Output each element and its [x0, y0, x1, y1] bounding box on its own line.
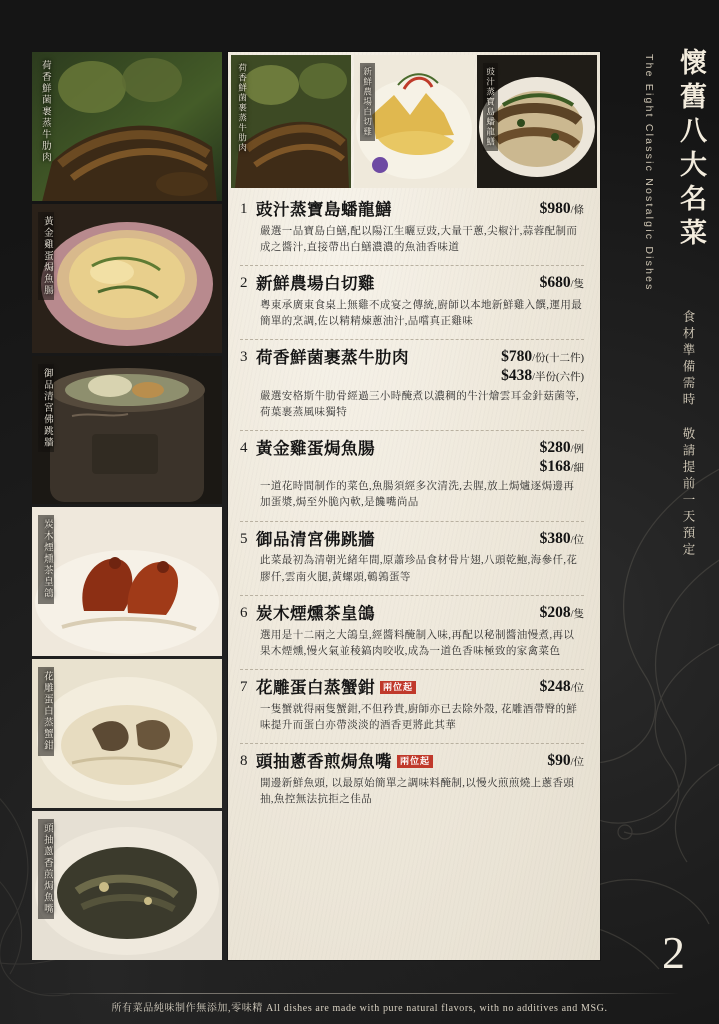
item-price-unit: /位	[570, 683, 584, 695]
item-price: $90	[547, 752, 571, 770]
page-number: 2	[662, 927, 685, 978]
advance-order-note: 食材準備需時 敬請提前一天預定	[681, 310, 695, 559]
item-min-order-tag: 兩位起	[380, 681, 416, 694]
item-description: 一道花時間制作的菜色,魚腸須經多次清洗,去腥,放上焗爐逐焗邊再加蛋漿,焗至外脆內軟,是饞嘴尚品	[260, 481, 575, 509]
menu-item-list	[228, 188, 600, 831]
dish-photo-beef-rib	[32, 52, 222, 201]
item-price: $680	[539, 274, 571, 292]
menu-item[interactable]	[240, 200, 584, 266]
footer-divider	[40, 993, 679, 994]
item-number: 4	[240, 440, 248, 457]
item-price-unit: /位	[570, 534, 584, 546]
item-number: 6	[240, 604, 248, 621]
dish-photo-smoked-pigeon-image	[32, 507, 222, 656]
menu-item[interactable]	[240, 439, 584, 522]
item-name: 新鮮農場白切雞	[256, 274, 375, 294]
item-number: 2	[240, 275, 248, 292]
top-photo-beef-rib	[231, 55, 351, 188]
item-price-group	[534, 604, 584, 623]
item-number: 8	[240, 753, 248, 770]
dish-photo-buddha-jumps	[32, 356, 222, 505]
item-price-unit: /隻	[570, 279, 584, 291]
page-title-english: The Eight Classic Nostalgic Dishes	[643, 54, 655, 292]
item-price-unit: /條	[570, 205, 584, 216]
item-description: 嚴選安格斯牛肋骨經過三小時醃煮以濃稠的牛汁燴雲耳金針菇菌等,荷葉裹蒸風味獨特	[260, 390, 580, 418]
menu-top-photos	[228, 52, 600, 188]
item-price-group	[541, 752, 584, 771]
item-description: 選用是十二兩之大鴿皇,經醬料醃制入味,再配以秘制醬油慢煮,再以果木煙燻,慢火氣並稜鎬肉咬收,成為一道色香味極致的家禽菜色	[260, 629, 575, 657]
dish-photo-caption: 頭抽蔥香煎焗魚嘴	[38, 819, 54, 919]
dish-photo-caption: 荷香鮮菌裹蒸牛肋肉	[39, 60, 50, 164]
item-price-group	[534, 530, 584, 549]
item-price-secondary: $168	[539, 457, 571, 475]
dish-photo-beef-rib-image	[32, 52, 222, 201]
menu-item[interactable]	[240, 348, 584, 431]
item-number: 1	[240, 201, 248, 217]
menu-item[interactable]	[240, 530, 584, 596]
item-price-group	[534, 200, 584, 219]
dish-photo-fish-mouth-image	[32, 811, 222, 960]
dish-photo-caption: 御品清宮佛跳牆	[38, 364, 54, 453]
item-name	[256, 752, 541, 773]
dish-photo-caption: 花雕蛋白蒸蟹鉗	[38, 667, 54, 756]
top-photo-beef-rib-image	[231, 55, 351, 188]
item-price-secondary: $438	[501, 366, 533, 384]
title-strip	[619, 40, 711, 920]
top-photo-caption: 豉汁蒸寶島蟠龍鱔	[483, 63, 498, 151]
item-description: 嚴選一品寶島白鱔,配以陽江生曬豆豉,大量干蔥,尖椒汁,蒜蓉配制而成之醬汁,直接帶出白鱔濃濃的魚油香味道	[260, 225, 578, 253]
dish-photo-buddha-jumps-image	[32, 356, 222, 505]
item-price: $380	[539, 529, 571, 547]
item-price-group	[495, 348, 584, 385]
page-title: 懷舊八大名菜	[676, 48, 706, 252]
item-price: $780	[501, 348, 533, 366]
footer-note: 所有菜品純味制作無添加,零味精 All dishes are made with pure natural flavors, with no additives and MSG.	[111, 1003, 608, 1014]
item-price: $248	[539, 678, 571, 696]
top-photo-caption: 荷香鮮菌裹蒸牛肋肉	[237, 63, 248, 153]
item-price-unit: /位	[570, 757, 584, 769]
item-price-group	[534, 439, 584, 476]
dish-photo-fish-mouth	[32, 811, 222, 960]
item-name-text: 花雕蛋白蒸蟹鉗	[256, 678, 375, 698]
item-description: 一隻蟹就得兩隻蟹鉗,不但矜貴,廚師亦已去除外殼, 花雕酒帶臀的鮮味提升而蛋白亦帶淡淡的酒香更將此其華	[260, 703, 578, 731]
dish-photo-fish-intestine-image	[32, 204, 222, 353]
item-price-unit-secondary: /半份(六件)	[532, 371, 584, 383]
top-photo-steamed-eel	[477, 55, 597, 188]
dish-photo-smoked-pigeon	[32, 507, 222, 656]
item-price-unit: /份(十二件)	[532, 353, 584, 365]
menu-item[interactable]	[240, 604, 584, 670]
menu-item[interactable]	[240, 678, 584, 744]
item-number: 7	[240, 679, 248, 696]
item-price: $980	[539, 200, 571, 217]
item-number: 5	[240, 530, 248, 547]
dish-photo-caption: 黃金雞蛋焗魚腸	[38, 212, 54, 301]
item-price-group	[534, 274, 584, 293]
item-price: $208	[539, 603, 571, 621]
item-name	[256, 678, 534, 699]
item-price-group	[534, 678, 584, 697]
item-description: 開邊新鮮魚頭, 以最原始簡單之調味料醃制,以慢火煎煎燒上蔥香頭抽,魚控無法抗拒之佳品	[260, 777, 575, 806]
dish-photo-crab-claw-image	[32, 659, 222, 808]
menu-item[interactable]	[240, 752, 584, 817]
dish-photo-crab-claw	[32, 659, 222, 808]
item-description: 粵東承廣東食桌上無雞不成宴之傳統,廚師以本地新鮮雞入饌,運用最簡單的烹調,佐以精精煉蔥油汁,品嚐真正雞味	[260, 299, 583, 328]
item-price: $280	[539, 439, 571, 457]
item-name: 黃金雞蛋焗魚腸	[256, 439, 375, 459]
dish-photo-fish-intestine	[32, 204, 222, 353]
item-number: 3	[240, 349, 248, 366]
item-name-text: 頭抽蔥香煎焗魚嘴	[256, 752, 392, 772]
item-min-order-tag: 兩位起	[397, 755, 433, 768]
menu-item[interactable]	[240, 274, 584, 340]
menu-panel	[228, 52, 600, 960]
dish-photo-caption: 炭木煙燻茶皇鴿	[38, 515, 54, 604]
left-photo-column	[32, 52, 222, 960]
item-price-unit: /隻	[570, 608, 584, 620]
item-name: 豉汁蒸寶島蟠龍鱔	[256, 200, 392, 219]
item-price-unit-secondary: /細	[570, 462, 584, 474]
top-photo-caption: 新鮮農場白切雞	[360, 63, 375, 141]
item-name: 炭木煙燻茶皇鴿	[256, 603, 375, 623]
top-photo-white-cut-chicken	[354, 55, 474, 188]
item-price-unit: /例	[570, 444, 584, 456]
item-description: 此菜最初為清朝光緒年間,原蕭珍品食材骨片翅,八頭乾鮑,海參仟,花膠仟,雲南火腿,黃螺頭,鵪鶉蛋等	[260, 555, 578, 583]
item-name: 荷香鮮菌裹蒸牛肋肉	[256, 348, 409, 368]
item-name: 御品清宮佛跳牆	[256, 529, 375, 549]
